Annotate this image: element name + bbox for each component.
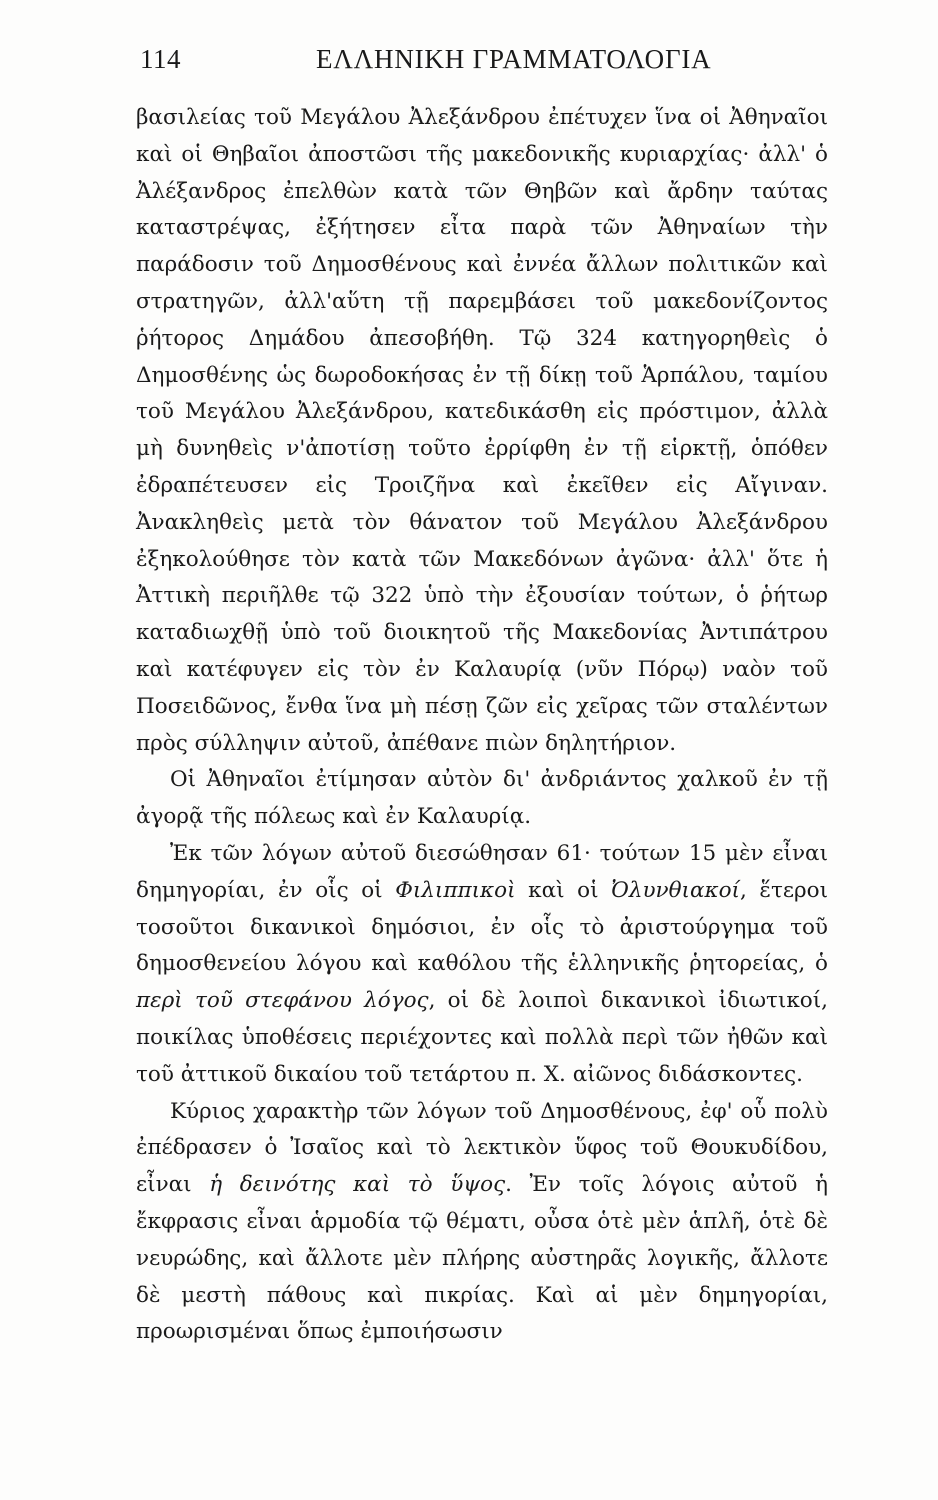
- paragraph-1: βασιλείας τοῦ Μεγάλου Ἀλεξάνδρου ἐπέτυχεν ἵνα οἱ Ἀθηναῖοι καὶ οἱ Θηβαῖοι ἀποστῶσι τῆς μακεδονικῆς κυριαρχίας· ἀλλ' ὁ Ἀλέξανδρος ἐπελθὼν κατὰ τῶν Θηβῶν καὶ ἄρδην ταύτας καταστρέψας, ἐξήτησεν εἶτα παρὰ τῶν Ἀθηναίων τὴν παράδοσιν τοῦ Δημοσθένους καὶ ἐννέα ἄλλων πολιτικῶν καὶ στρατηγῶν, ἀλλ'αὕτη τῇ παρεμβάσει τοῦ μακεδονίζοντος ῥήτορος Δημάδου ἀπεσοβήθη. Τῷ 324 κατηγορηθεὶς ὁ Δημοσθένης ὡς δωροδοκήσας ἐν τῇ δίκῃ τοῦ Ἁρπάλου, ταμίου τοῦ Μεγάλου Ἀλεξάνδρου, κατεδικάσθη εἰς πρόστιμον, ἀλλὰ μὴ δυνηθεὶς ν'ἀποτίσῃ τοῦτο ἐρρίφθη ἐν τῇ εἱρκτῇ, ὁπόθεν ἐδραπέτευσεν εἰς Τροιζῆνα καὶ ἐκεῖθεν εἰς Αἴγιναν. Ἀνακληθεὶς μετὰ τὸν θάνατον τοῦ Μεγάλου Ἀλεξάνδρου ἐξηκολούθησε τὸν κατὰ τῶν Μακεδόνων ἀγῶνα· ἀλλ' ὅτε ἡ Ἀττικὴ περιῆλθε τῷ 322 ὑπὸ τὴν ἐξουσίαν τούτων, ὁ ῥήτωρ καταδιωχθῇ ὑπὸ τοῦ διοικητοῦ τῆς Μακεδονίας Ἀντιπάτρου καὶ κατέφυγεν εἰς τὸν ἐν Καλαυρίᾳ (νῦν Πόρῳ) ναὸν τοῦ Ποσειδῶνος, ἔνθα ἵνα μὴ πέσῃ ζῶν εἰς χεῖρας τῶν σταλέντων πρὸς σύλληψιν αὐτοῦ, ἀπέθανε πιὼν δηλητήριον.: [136, 105, 828, 756]
- running-head: [140, 44, 720, 84]
- paragraph-4: [136, 1094, 828, 1352]
- paragraph-4-text: Κύριος χαρακτὴρ τῶν λόγων τοῦ Δημοσθένους, ἐφ' οὗ πολὺ ἐπέδρασεν ὁ Ἰσαῖος καὶ τὸ λεκτικὸν ὕφος τοῦ Θουκυδίδου, εἶναι: [136, 1098, 828, 1198]
- paragraph-3-text: Ἐκ τῶν λόγων αὐτοῦ διεσώθησαν 61· τούτων 15 μὲν εἶναι δημηγορίαι, ἐν οἷς οἱ: [136, 840, 828, 903]
- emphasis-deinotes: ἡ δεινότης καὶ τὸ ὕψος: [209, 1172, 506, 1198]
- book-title: ΕΛΛΗΝΙΚΗ ΓΡΑΜΜΑΤΟΛΟΓΙΑ: [316, 44, 712, 74]
- paragraph-4-text: . Ἐν τοῖς λόγοις αὐτοῦ ἡ ἔκφρασις εἶναι ἁρμοδία τῷ θέματι, οὖσα ὁτὲ μὲν ἁπλῆ, ὁτὲ δὲ νευρώδης, καὶ ἄλλοτε μὲν πλήρης αὐστηρᾶς λογικῆς, ἄλλοτε δὲ μεστὴ πάθους καὶ πικρίας. Καὶ αἱ μὲν δημηγορίαι, προωρισμέναι ὅπως ἐμποιήσωσιν: [136, 1172, 828, 1345]
- paragraph-2: Οἱ Ἀθηναῖοι ἐτίμησαν αὐτὸν δι' ἀνδριάντος χαλκοῦ ἐν τῇ ἀγορᾷ τῆς πόλεως καὶ ἐν Καλαυρίᾳ.: [136, 767, 828, 830]
- title-philippics: Φιλιππικοὶ: [395, 877, 516, 903]
- paragraph-3: [136, 836, 828, 1094]
- title-olynthiacs: Ὀλυνθιακοί: [611, 877, 740, 903]
- paragraph-3-text: , οἱ δὲ λοιποὶ δικανικοὶ ἰδιωτικοί, ποικίλας ὑποθέσεις περιέχοντες καὶ πολλὰ περὶ τῶν ἠθῶν καὶ τοῦ ἀττικοῦ δικαίου τοῦ τετάρτου π. Χ. αἰῶνος διδάσκοντες.: [136, 988, 828, 1087]
- body-text: [136, 100, 828, 1351]
- paragraph-3-text: , ἕτεροι τοσοῦτοι δικανικοὶ δημόσιοι, ἐν οἷς τὸ ἀριστούργημα τοῦ δημοσθενείου λόγου καὶ καθόλου τῆς ἑλληνικῆς ῥητορείας, ὁ: [136, 877, 829, 977]
- page-number: 114: [140, 44, 181, 74]
- paragraph-3-text: καὶ οἱ: [515, 877, 612, 903]
- title-on-the-crown: περὶ τοῦ στεφάνου λόγος: [136, 988, 429, 1014]
